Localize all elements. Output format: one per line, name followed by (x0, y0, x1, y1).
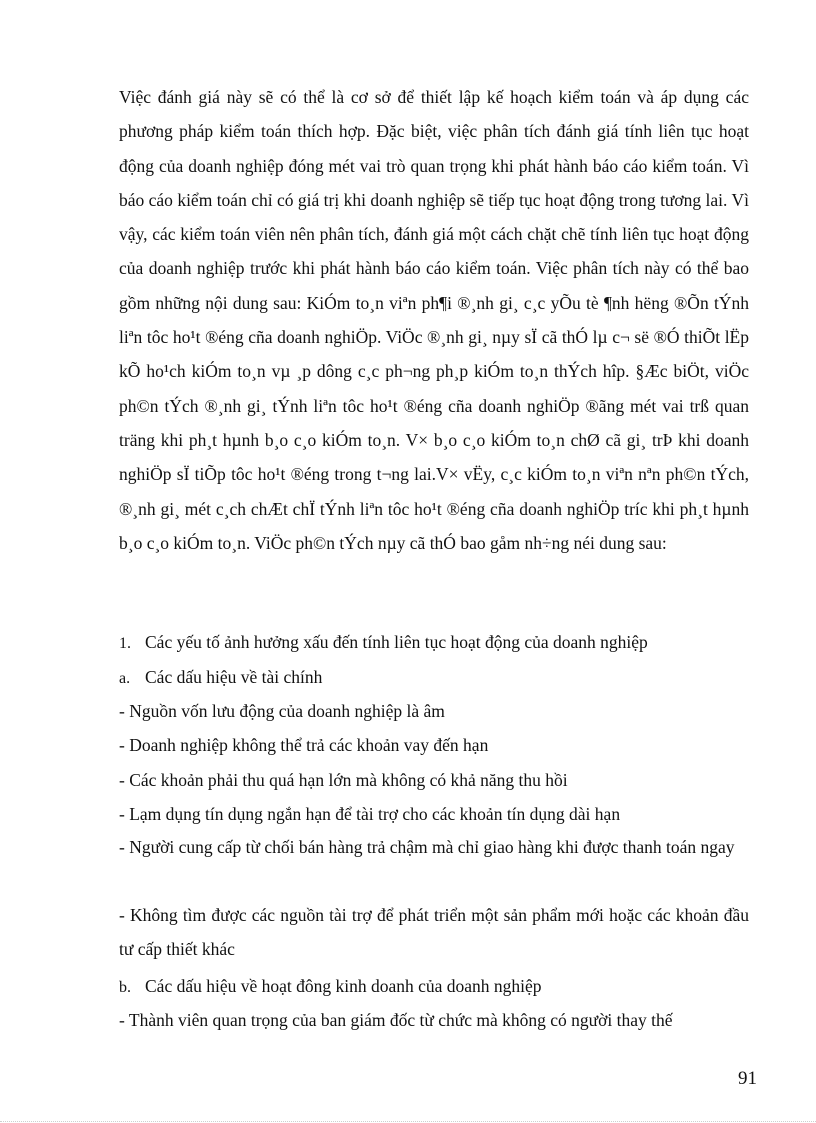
list-item: - Thành viên quan trọng của ban giám đốc từ chức mà không có người thay thế (119, 1010, 673, 1030)
section-marker: 1. (119, 635, 131, 652)
list-item: - Lạm dụng tín dụng ngắn hạn để tài trợ cho các khoản tín dụng dài hạn (119, 804, 621, 824)
list-item: - Các khoản phải thu quá hạn lớn mà không có khả năng thu hồi (119, 770, 568, 790)
subsection-heading-b (119, 976, 759, 997)
list-item: - Nguồn vốn lưu động của doanh nghiệp là âm (119, 701, 445, 721)
section-title: Các yếu tố ảnh hưởng xấu đến tính liên tục hoạt động của doanh nghiệp (145, 632, 648, 652)
list-item-wrapped: - Người cung cấp từ chối bán hàng trả chậm mà chỉ giao hàng khi được thanh toán ngay (119, 837, 735, 857)
subsection-title: Các dấu hiệu về hoạt đông kinh doanh của doanh nghiệp (145, 976, 542, 996)
subsection-title: Các dấu hiệu về tài chính (145, 667, 323, 687)
list-item-wrapped: - Không tìm được các nguồn tài trợ để phát triển một sản phẩm mới hoặc các khoản đầu tư cấp thiết khác (119, 905, 749, 960)
list-item: - Doanh nghiệp không thể trả các khoản vay đến hạn (119, 735, 489, 755)
subsection-heading-a (119, 667, 759, 688)
subsection-marker: b. (119, 979, 131, 996)
body-paragraph: Việc đánh giá này sẽ có thể là cơ sở để thiết lập kế hoạch kiểm toán và áp dụng các phương pháp kiểm toán thích hợp. Đặc biệt, việc phân tích đánh giá tính liên tục hoạt động của doanh nghiệp đóng mét vai trò quan trọng khi phát hành báo cáo kiểm toán. Vì báo cáo kiểm toán chỉ có giá trị khi doanh nghiệp sẽ tiếp tục hoạt động trong tương lai. Vì vậy, các kiểm toán viên nên phân tích, đánh giá một cách chặt chẽ tính liên tục hoạt động của doanh nghiệp trước khi phát hành báo cáo kiểm toán. Việc phân tích này có thể bao gồm những nội dung sau: KiÓm to¸n viªn ph¶i ®¸nh gi¸ c¸c yÕu tè ¶nh hëng ®Õn tÝnh liªn tôc ho¹t ®éng cña doanh nghiÖp. ViÖc ®¸nh gi¸ nµy sÏ cã thÓ lµ c¬ së ®Ó thiÕt lËp kÕ ho¹ch kiÓm to¸n vµ ¸p dông c¸c ph¬ng ph¸p kiÓm to¸n thÝch hîp. §Æc biÖt, viÖc ph©n tÝch ®¸nh gi¸ tÝnh liªn tôc ho¹t ®éng cña doanh nghiÖp ®ãng mét vai trß quan träng khi ph¸t hµnh b¸o c¸o kiÓm to¸n. V× b¸o c¸o kiÓm to¸n chØ cã gi¸ trÞ khi doanh nghiÖp sÏ tiÕp tôc ho¹t ®éng trong t¬ng lai.V× vËy, c¸c kiÓm to¸n viªn nªn ph©n tÝch, ®¸nh gi¸ mét c¸ch chÆt chÏ tÝnh liªn tôc ho¹t ®éng cña doanh nghiÖp tríc khi ph¸t hµnh b¸o c¸o kiÓm to¸n. ViÖc ph©n tÝch nµy cã thÓ bao gåm nh÷ng néi dung sau: (119, 87, 749, 553)
page-number: 91 (738, 1068, 757, 1089)
footer-divider (0, 1121, 816, 1122)
section-heading-1 (119, 632, 759, 653)
subsection-marker: a. (119, 670, 131, 687)
